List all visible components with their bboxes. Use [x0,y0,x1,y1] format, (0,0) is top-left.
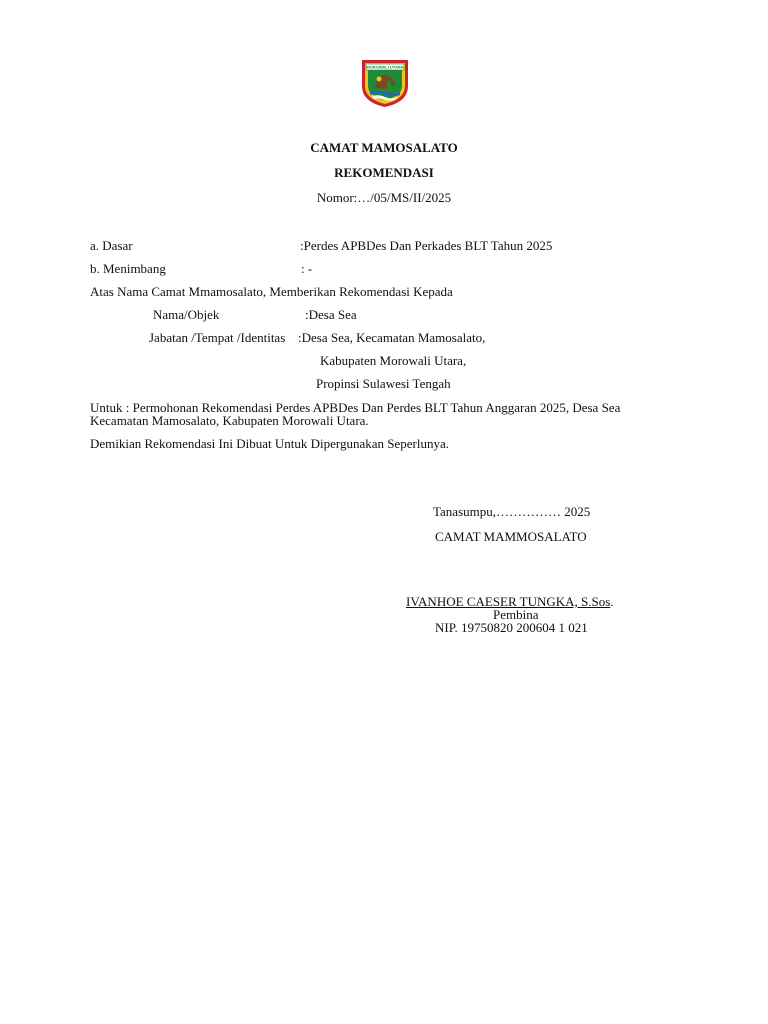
jabatan-line-3: Propinsi Sulawesi Tengah [316,376,451,391]
closing-text: Demikian Rekomendasi Ini Dibuat Untuk Dipergunakan Seperlunya. [90,436,449,451]
signatory-name: IVANHOE CAESER TUNGKA, S.Sos [406,594,611,609]
jabatan-value: :Desa Sea, Kecamatan Mamosalato, [298,330,486,345]
dasar-label: a. Dasar [90,238,133,253]
logo-banner-text: MOROWALI UTARA [366,64,404,70]
document-number: Nomor:…/05/MS/II/2025 [316,190,452,205]
signatory-title: CAMAT MAMMOSALATO [435,529,587,544]
office-heading: CAMAT MAMOSALATO [310,140,458,155]
document-type-heading: REKOMENDASI [334,165,434,180]
jabatan-line-2: Kabupaten Morowali Utara, [320,353,467,368]
menimbang-label: b. Menimbang [90,261,166,276]
signatory-name-suffix: . [610,594,614,609]
regency-emblem-logo [358,56,412,108]
menimbang-value: : - [301,261,313,276]
nama-label: Nama/Objek [153,307,220,322]
signatory-rank: Pembina [493,607,539,622]
signatory-nip: NIP. 19750820 200604 1 021 [435,620,588,635]
dasar-value: :Perdes APBDes Dan Perkades BLT Tahun 2025 [300,238,553,253]
jabatan-label: Jabatan /Tempat /Identitas [149,330,286,345]
place-date: Tanasumpu,…………… 2025 [433,504,591,519]
untuk-line-2: Kecamatan Mamosalato, Kabupaten Morowali Utara. [90,413,369,428]
intro-text: Atas Nama Camat Mmamosalato, Memberikan Rekomendasi Kepada [90,284,453,299]
untuk-line-1: Untuk : Permohonan Rekomendasi Perdes APBDes Dan Perdes BLT Tahun Anggaran 2025, Desa Sea [90,400,621,415]
nama-value: :Desa Sea [305,307,357,322]
